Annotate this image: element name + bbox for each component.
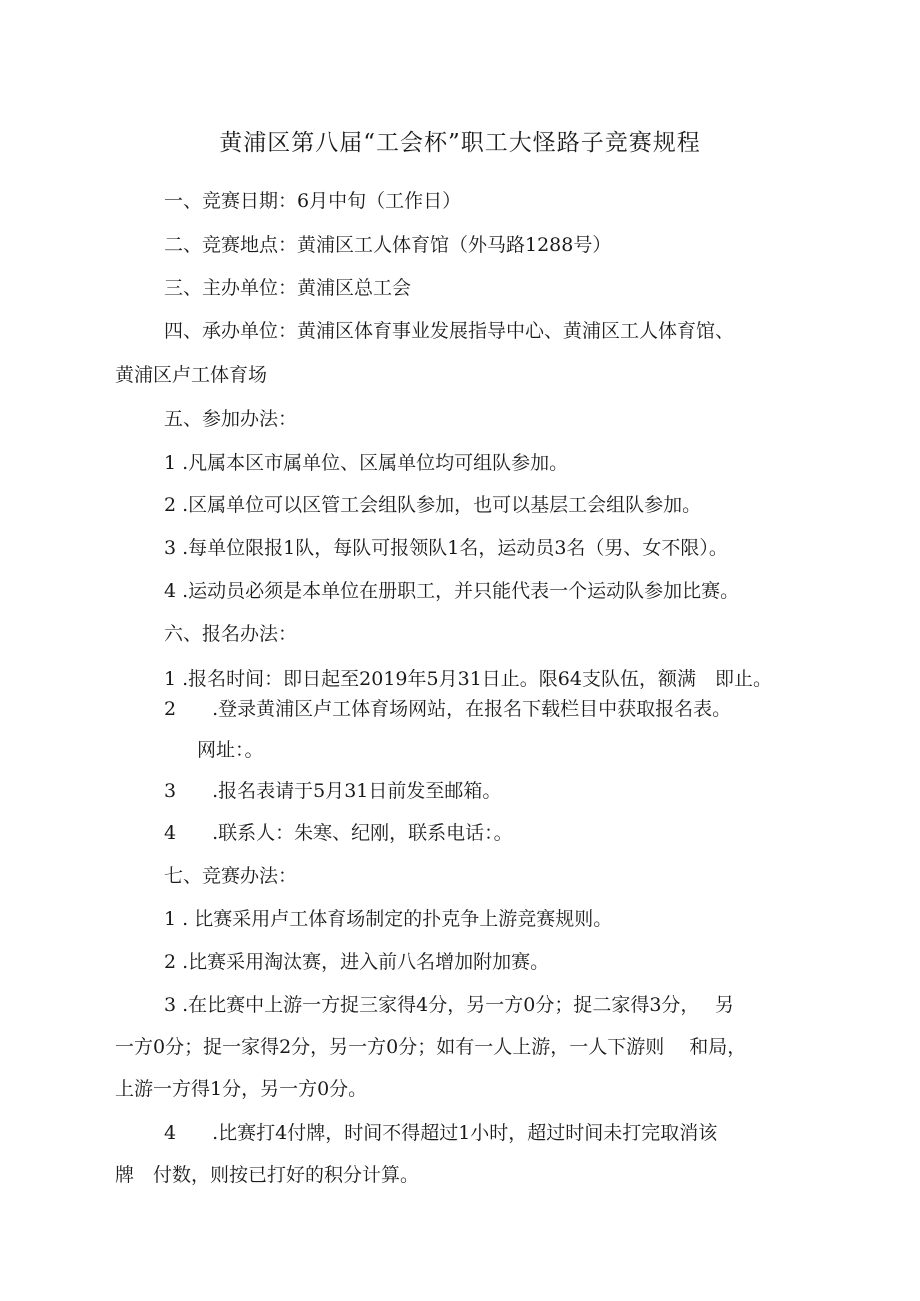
section-participation-heading: 五、参加办法： xyxy=(164,408,298,430)
section-registration-heading: 六、报名办法： xyxy=(164,623,298,645)
registration-item-2-text: .登录黄浦区卢工体育场网站，在报名下载栏目中获取报名表。 xyxy=(212,698,732,720)
registration-item-2-number: 2 xyxy=(164,698,177,720)
registration-item-1: 1 .报名时间：即日起至2019年5月31日止。限64支队伍，额满 即止。 xyxy=(164,668,772,690)
registration-item-3-number: 3 xyxy=(164,780,177,802)
section-competition-date: 一、竞赛日期：6月中旬（工作日） xyxy=(164,190,462,212)
section-undertaker: 四、承办单位：黄浦区体育事业发展指导中心、黄浦区工人体育馆、 xyxy=(164,320,735,342)
method-item-1: 1 . 比赛采用卢工体育场制定的扑克争上游竞赛规则。 xyxy=(164,908,613,930)
method-item-3-line-2: 一方0分；捉一家得2分，另一方0分；如有一人上游，一人下游则 和局， xyxy=(115,1036,747,1058)
participation-item-3: 3 .每单位限报1队，每队可报领队1名，运动员3名（男、女不限）。 xyxy=(164,537,728,559)
registration-item-2 xyxy=(164,696,731,722)
method-item-4 xyxy=(164,1120,717,1146)
registration-item-4-text: .联系人：朱寒、纪刚，联系电话：。 xyxy=(212,822,513,844)
method-item-3-line-3: 上游一方得1分，另一方0分。 xyxy=(115,1078,368,1100)
method-item-2: 2 .比赛采用淘汰赛，进入前八名增加附加赛。 xyxy=(164,951,550,973)
method-item-4-continued: 牌 付数，则按已打好的积分计算。 xyxy=(115,1164,420,1186)
document-title: 黄浦区第八届“工会杯”职工大怪路子竞赛规程 xyxy=(219,130,701,156)
registration-item-3 xyxy=(164,778,501,804)
method-item-3-line-1: 3 .在比赛中上游一方捉三家得4分，另一方0分；捉二家得3分， 另 xyxy=(164,994,734,1016)
registration-item-4-number: 4 xyxy=(164,822,177,844)
registration-item-2-website: 网址：。 xyxy=(197,739,264,761)
registration-item-4 xyxy=(164,820,513,846)
section-competition-venue: 二、竞赛地点：黄浦区工人体育馆（外马路1288号） xyxy=(164,234,612,256)
section-undertaker-continued: 黄浦区卢工体育场 xyxy=(115,364,268,386)
section-organizer: 三、主办单位：黄浦区总工会 xyxy=(164,277,412,299)
participation-item-1: 1 .凡属本区市属单位、区属单位均可组队参加。 xyxy=(164,452,569,474)
section-competition-method-heading: 七、竞赛办法： xyxy=(164,865,298,887)
method-item-4-number: 4 xyxy=(164,1122,177,1144)
registration-item-3-text: .报名表请于5月31日前发至邮箱。 xyxy=(212,780,502,802)
participation-item-4: 4 .运动员必须是本单位在册职工，并只能代表一个运动队参加比赛。 xyxy=(164,580,740,602)
participation-item-2: 2 .区属单位可以区管工会组队参加，也可以基层工会组队参加。 xyxy=(164,494,702,516)
method-item-4-text: .比赛打4付牌，时间不得超过1小时，超过时间未打完取消该 xyxy=(212,1122,718,1144)
